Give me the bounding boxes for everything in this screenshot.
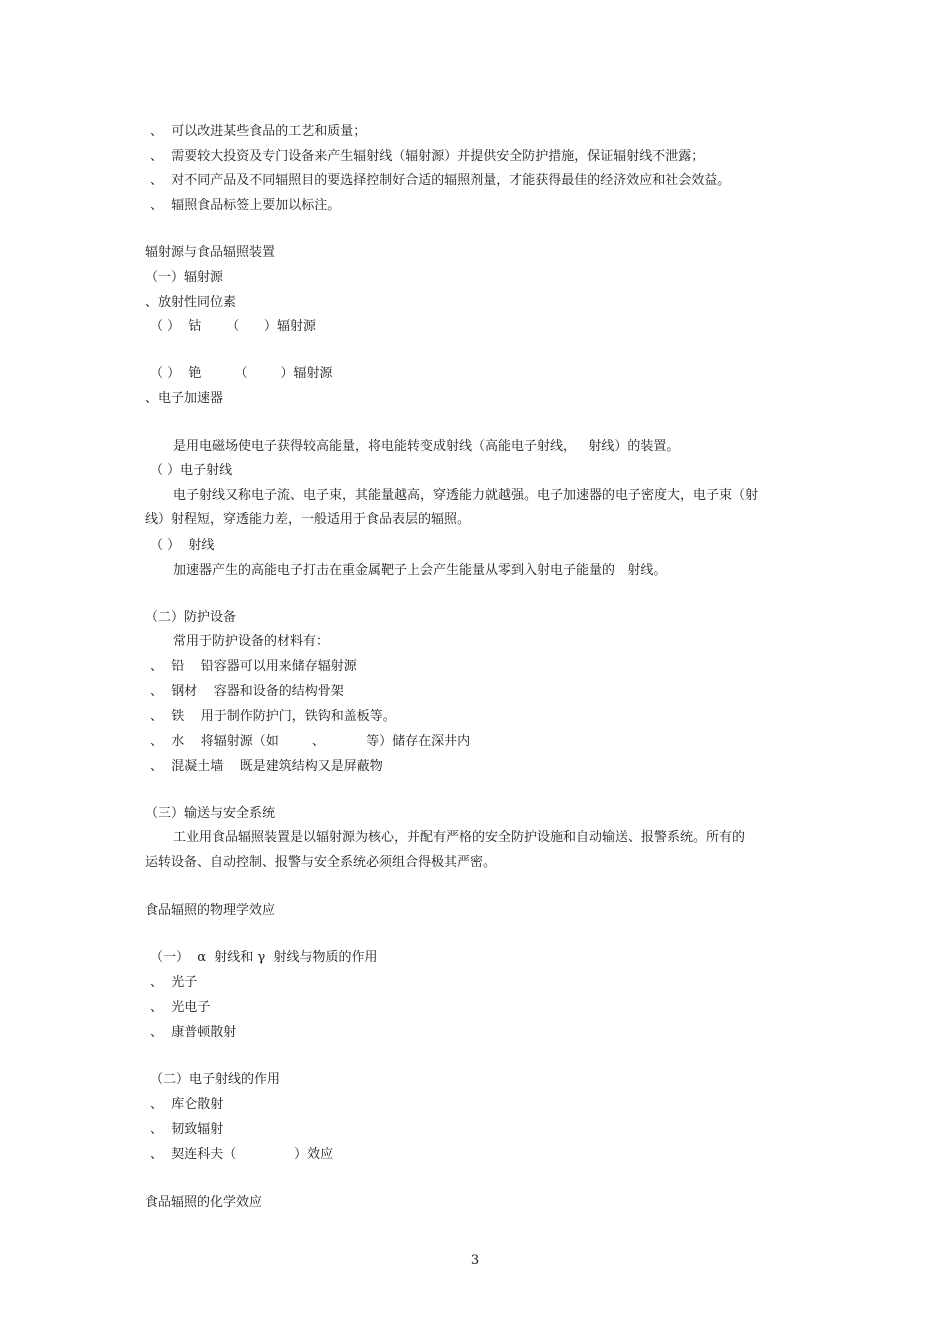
section-heading: 食品辐照的物理学效应 (145, 903, 276, 918)
subheading: （二）电子射线的作用 (150, 1072, 281, 1087)
bullet-line: 、 铁 用于制作防护门，铁钩和盖板等。 (150, 709, 396, 724)
paragraph-continuation: 线）射程短，穿透能力差，一般适用于食品表层的辐照。 (145, 512, 471, 527)
list-item: （ ）电子射线 (150, 463, 233, 478)
bullet-line: 、 库仑散射 (150, 1097, 224, 1112)
bullet-line: 、 铅 铅容器可以用来储存辐射源 (150, 659, 357, 674)
list-item: （ ） 钴 （ ）辐射源 (150, 319, 316, 334)
bullet-line: 、 对不同产品及不同辐照目的要选择控制好合适的辐照剂量，才能获得最佳的经济效应和社会效益。 (150, 173, 731, 188)
bullet-line: 、 钢材 容器和设备的结构骨架 (150, 684, 344, 699)
bullet-line: 、 辐照食品标签上要加以标注。 (150, 198, 341, 213)
paragraph: 加速器产生的高能电子打击在重金属靶子上会产生能量从零到入射电子能量的 射线。 (173, 563, 667, 578)
subheading: （一） α 射线和 γ 射线与物质的作用 (150, 950, 378, 965)
bullet-line: 、 韧致辐射 (150, 1122, 224, 1137)
subheading: （三）输送与安全系统 (145, 806, 276, 821)
bullet-line: 、 需要较大投资及专门设备来产生辐射线（辐射源）并提供安全防护措施，保证辐射线不泄露； (150, 149, 705, 164)
section-heading: 食品辐照的化学效应 (145, 1195, 263, 1210)
paragraph-continuation: 运转设备、自动控制、报警与安全系统必须组合得极其严密。 (145, 855, 497, 870)
subheading: （二）防护设备 (145, 610, 237, 625)
list-item: （ ） 铯 （ ）辐射源 (150, 366, 333, 381)
paragraph: 常用于防护设备的材料有： (173, 634, 330, 649)
bullet-line: 、 光子 (150, 975, 198, 990)
bullet-line: 、 康普顿散射 (150, 1025, 237, 1040)
paragraph: 工业用食品辐照装置是以辐射源为核心，并配有严格的安全防护设施和自动输送、报警系统。所有的 (173, 830, 746, 845)
subheading: （一）辐射源 (145, 270, 224, 285)
paragraph: 是用电磁场使电子获得较高能量，将电能转变成射线（高能电子射线， 射线）的装置。 (173, 439, 680, 454)
bullet-line: 、 水 将辐射源（如 、 等）储存在深井内 (150, 734, 471, 749)
list-item: 、放射性同位素 (145, 295, 237, 310)
bullet-line: 、 契连科夫（ ）效应 (150, 1147, 334, 1162)
page-number: 3 (470, 1253, 480, 1268)
bullet-line: 、 光电子 (150, 1000, 211, 1015)
bullet-line: 、 可以改进某些食品的工艺和质量； (150, 124, 367, 139)
paragraph: 电子射线又称电子流、电子束，其能量越高，穿透能力就越强。电子加速器的电子密度大，电子束（射 (173, 488, 759, 503)
list-item: （ ） 射线 (150, 538, 215, 553)
bullet-line: 、 混凝土墙 既是建筑结构又是屏蔽物 (150, 759, 383, 774)
list-item: 、电子加速器 (145, 391, 224, 406)
section-heading: 辐射源与食品辐照装置 (145, 245, 276, 260)
